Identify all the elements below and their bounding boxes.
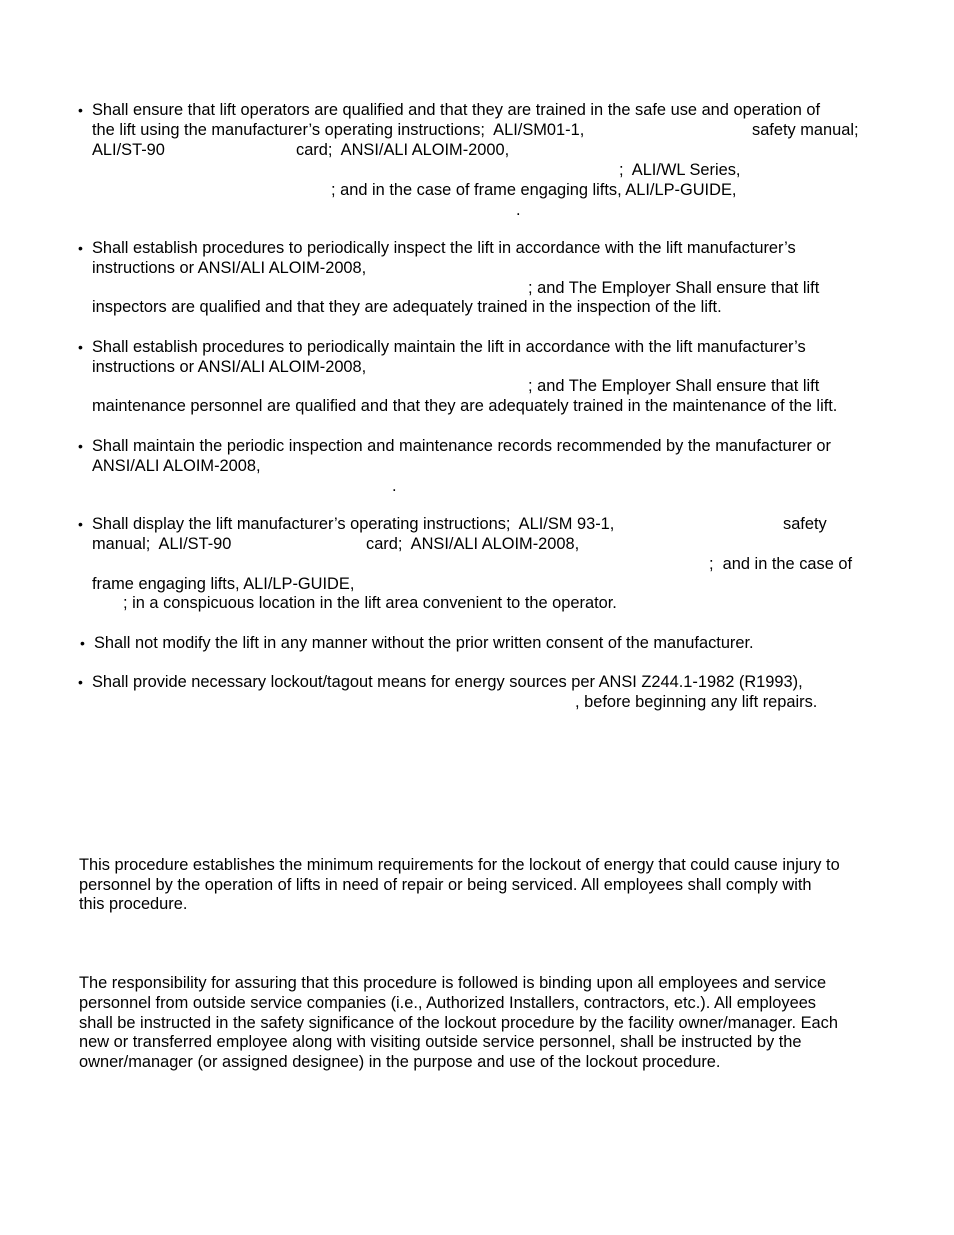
bullet-1-line-1: Shall ensure that lift operators are qualified and that they are trained in the safe use and operation of [92,101,821,119]
bullet-6-line-1: Shall not modify the lift in any manner without the prior written consent of the manufacturer. [94,634,754,652]
bullet-5-line-2-mid: card; ANSI/ALI ALOIM-2008, [366,535,580,553]
bullet-3-line-2: instructions or ANSI/ALI ALOIM-2008, [92,358,367,376]
bullet-3-line-3: ; and The Employer Shall ensure that lift [528,377,820,395]
bullet-marker: • [78,339,83,355]
bullet-2-line-4: inspectors are qualified and that they are adequately trained in the inspection of the lift. [92,298,722,316]
bullet-2-line-3: ; and The Employer Shall ensure that lift [528,279,820,297]
bullet-2-line-2: instructions or ANSI/ALI ALOIM-2008, [92,259,367,277]
paragraph-2-line-3: shall be instructed in the safety significance of the lockout procedure by the facility owner/manager. Each [79,1014,838,1032]
paragraph-2-line-5: owner/manager (or assigned designee) in the purpose and use of the lockout procedure. [79,1053,721,1071]
bullet-marker: • [78,240,83,256]
bullet-1-line-5: ; and in the case of frame engaging lifts, ALI/LP-GUIDE, [331,181,737,199]
paragraph-1-line-3: this procedure. [79,895,188,913]
bullet-5-line-1: Shall display the lift manufacturer’s operating instructions; ALI/SM 93-1, [92,515,615,533]
bullet-3-line-4: maintenance personnel are qualified and that they are adequately trained in the maintenance of the lift. [92,397,838,415]
bullet-marker: • [78,102,83,118]
paragraph-1-line-2: personnel by the operation of lifts in need of repair or being serviced. All employees shall comply with [79,876,812,894]
bullet-4-line-3: . [392,477,397,495]
bullet-7-line-2: , before beginning any lift repairs. [575,693,818,711]
bullet-1-line-3-mid: card; ANSI/ALI ALOIM-2000, [296,141,510,159]
bullet-marker: • [78,674,83,690]
paragraph-2-line-2: personnel from outside service companies (i.e., Authorized Installers, contractors, etc.). All employees [79,994,817,1012]
bullet-5-line-1-end: safety [783,515,827,533]
bullet-7-line-1: Shall provide necessary lockout/tagout means for energy sources per ANSI Z244.1-1982 (R1993), [92,673,803,691]
bullet-5-line-4: frame engaging lifts, ALI/LP-GUIDE, [92,575,355,593]
bullet-5-line-5: ; in a conspicuous location in the lift area convenient to the operator. [123,594,617,612]
bullet-1-line-4: ; ALI/WL Series, [619,161,741,179]
paragraph-2-line-1: The responsibility for assuring that this procedure is followed is binding upon all employees and service [79,974,827,992]
bullet-5-line-2: manual; ALI/ST-90 [92,535,232,553]
bullet-1-line-6: . [516,201,521,219]
bullet-4-line-2: ANSI/ALI ALOIM-2008, [92,457,261,475]
bullet-4-line-1: Shall maintain the periodic inspection and maintenance records recommended by the manufacturer or [92,437,831,455]
bullet-marker: • [80,635,85,651]
paragraph-1-line-1: This procedure establishes the minimum requirements for the lockout of energy that could cause injury to [79,856,840,874]
bullet-5-line-3: ; and in the case of [709,555,853,573]
bullet-1-line-3: ALI/ST-90 [92,141,165,159]
bullet-2-line-1: Shall establish procedures to periodically inspect the lift in accordance with the lift manufacturer’s [92,239,796,257]
paragraph-2-line-4: new or transferred employee along with visiting outside service personnel, shall be instructed by the [79,1033,802,1051]
bullet-1-line-2: the lift using the manufacturer’s operating instructions; ALI/SM01-1, [92,121,585,139]
bullet-1-line-2-end: safety manual; [752,121,859,139]
bullet-marker: • [78,516,83,532]
bullet-3-line-1: Shall establish procedures to periodically maintain the lift in accordance with the lift manufacturer’s [92,338,806,356]
bullet-marker: • [78,438,83,454]
